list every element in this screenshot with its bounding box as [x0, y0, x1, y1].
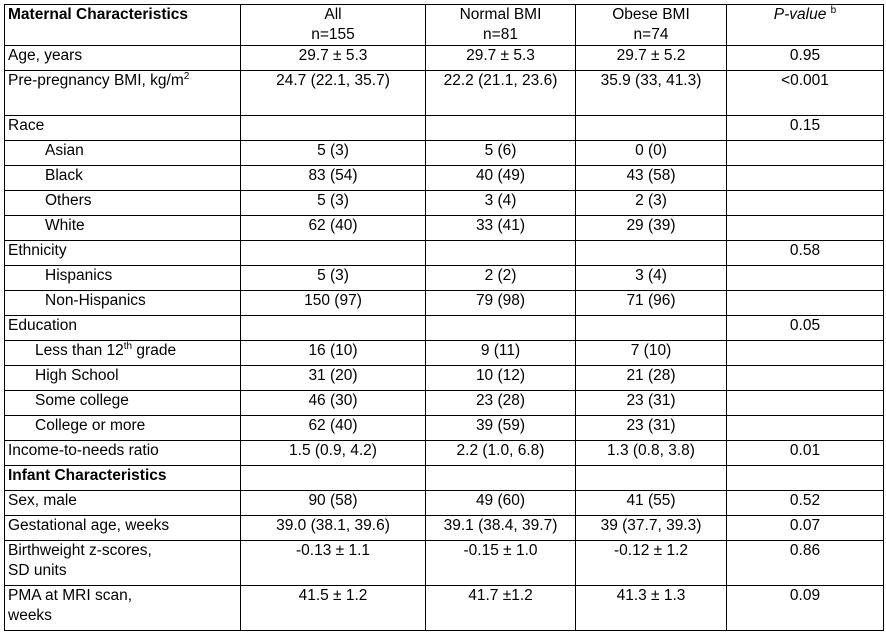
header-row	[5, 5, 884, 46]
section-header-row	[5, 466, 884, 491]
table-row: PMA at MRI scan, weeks 41.5 ± 1.2 41.7 ±1.2 41.3 ± 1.3 0.09	[5, 586, 884, 631]
header-all: All n=155	[241, 5, 426, 46]
header-obese-bmi: Obese BMI n=74	[576, 5, 727, 46]
table-row: Black 83 (54) 40 (49) 43 (58)	[5, 166, 884, 191]
table-row: Sex, male 90 (58) 49 (60) 41 (55) 0.52	[5, 491, 884, 516]
table-row: Less than 12th grade 16 (10) 9 (11) 7 (10)	[5, 341, 884, 366]
table-row: Asian 5 (3) 5 (6) 0 (0)	[5, 141, 884, 166]
header-title: Maternal Characteristics	[5, 5, 241, 46]
table-row: High School 31 (20) 10 (12) 21 (28)	[5, 366, 884, 391]
table-row: Non-Hispanics 150 (97) 79 (98) 71 (96)	[5, 291, 884, 316]
table-row: Ethnicity 0.58	[5, 241, 884, 266]
table-row: Pre-pregnancy BMI, $kg/m^2$ 24.7 (22.1, 35.7) 22.2 (21.1, 23.6) 35.9 (33, 41.3) <0.001	[5, 71, 884, 116]
table-row: Age, years 29.7 ± 5.3 29.7 ± 5.3 29.7 ± 5.2 0.95	[5, 46, 884, 71]
table-row: Gestational age, weeks 39.0 (38.1, 39.6) 39.1 (38.4, 39.7) 39 (37.7, 39.3) 0.07	[5, 516, 884, 541]
header-normal-bmi: Normal BMI n=81	[426, 5, 576, 46]
table-row: Income-to-needs ratio 1.5 (0.9, 4.2) 2.2 (1.0, 6.8) 1.3 (0.8, 3.8) 0.01	[5, 441, 884, 466]
table-row: Hispanics 5 (3) 2 (2) 3 (4)	[5, 266, 884, 291]
table-row: College or more 62 (40) 39 (59) 23 (31)	[5, 416, 884, 441]
table-row: Race 0.15	[5, 116, 884, 141]
table-row: White 62 (40) 33 (41) 29 (39)	[5, 216, 884, 241]
table-row: Birthweight z-scores, SD units -0.13 ± 1.1 -0.15 ± 1.0 -0.12 ± 1.2 0.86	[5, 541, 884, 586]
table-row: Education 0.05	[5, 316, 884, 341]
table-row: Some college 46 (30) 23 (28) 23 (31)	[5, 391, 884, 416]
maternal-infant-characteristics-table	[4, 4, 884, 631]
table-row: Others 5 (3) 3 (4) 2 (3)	[5, 191, 884, 216]
header-pvalue: P-value $^b$	[727, 5, 884, 46]
section-title: Infant Characteristics	[5, 466, 241, 491]
